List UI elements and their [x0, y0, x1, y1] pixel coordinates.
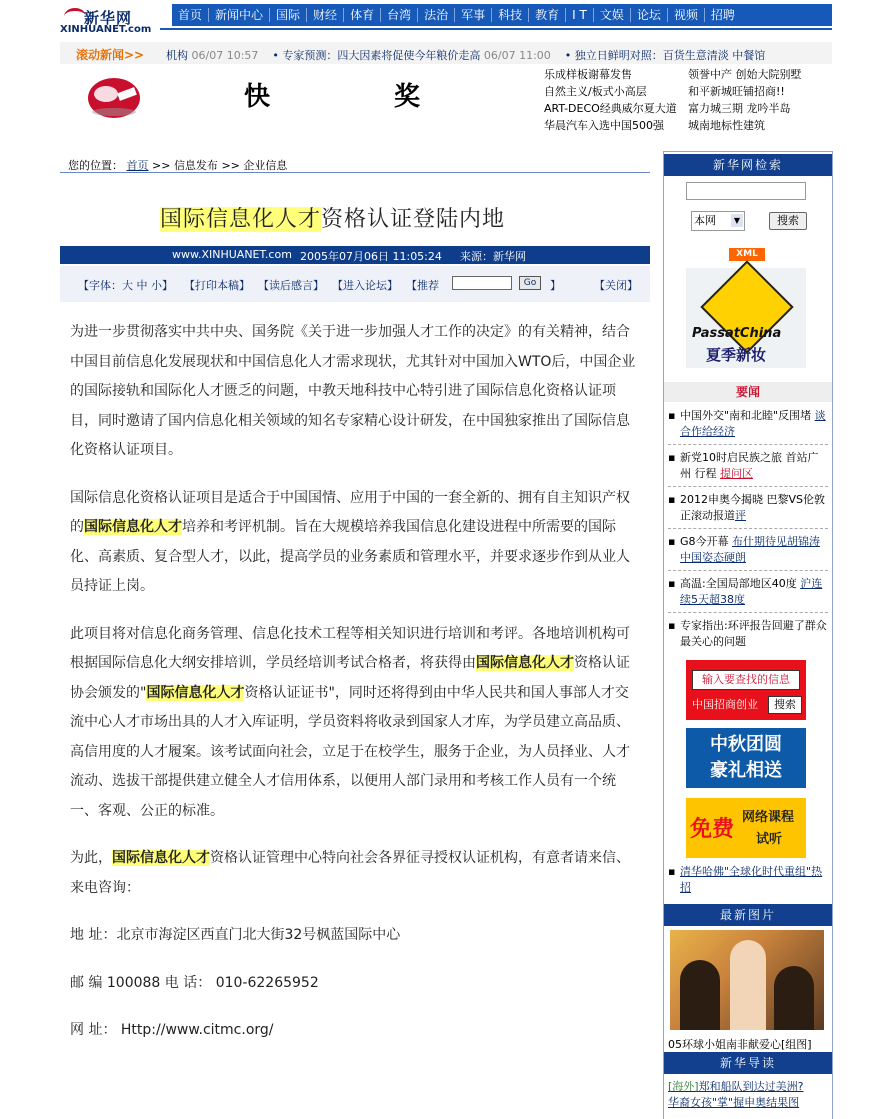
bullet-icon: ▪ [668, 577, 676, 590]
nav-item-forum[interactable]: 论坛 [631, 8, 668, 22]
breadcrumb-category[interactable]: 信息发布 [173, 159, 218, 172]
passat-ad[interactable] [686, 268, 806, 368]
ad-link[interactable]: 和平新城旺铺招商!! [688, 85, 785, 98]
ad-course: 网络课程 [742, 810, 795, 825]
ad-link[interactable]: 自然主义/板式小高层 [544, 85, 647, 98]
ad-free: 免费 [690, 817, 735, 842]
guide-link[interactable]: [海外]郑和船队到达过美洲? [668, 1080, 804, 1093]
breadcrumb-home[interactable]: 首页 [126, 159, 149, 172]
search-scope-select[interactable] [691, 211, 745, 231]
nav-item-edu[interactable]: 教育 [529, 8, 566, 22]
nav-item-taiwan[interactable]: 台湾 [381, 8, 418, 22]
latest-photos-title: 最新图片 [664, 904, 832, 926]
recommend-input[interactable] [452, 276, 512, 290]
bullet-icon: ▪ [668, 865, 676, 878]
list-item[interactable]: ▪ 高温:全国局部地区40度 沪连续5天超38度 [668, 577, 823, 606]
xinhua-logo[interactable] [60, 4, 162, 38]
keyword-highlight: 国际信息化人才 [476, 655, 574, 671]
nav-item-finance[interactable]: 财经 [307, 8, 344, 22]
rolling-news-label[interactable]: 滚动新闻>> [76, 48, 145, 62]
search-panel-title: 新华网检索 [664, 154, 832, 176]
recommend-end: 】 [550, 279, 561, 292]
keyword-highlight: 国际信息化人才 [146, 684, 245, 701]
search-scope-value: 本网 [694, 214, 716, 227]
keyword-highlight: 国际信息化人才 [112, 850, 210, 866]
keyword-highlight: 国际信息化人才 [84, 519, 182, 535]
breadcrumb [68, 157, 287, 173]
list-item[interactable]: ▪ 中国外交"南和北睦"反围堵 谈合作给经济 [668, 409, 826, 438]
xml-feed-badge[interactable]: XML [729, 248, 765, 261]
article-meta-bar [60, 246, 650, 264]
investment-search-ad[interactable] [686, 660, 806, 720]
sidebar [663, 151, 833, 1119]
top-nav [172, 4, 832, 26]
list-item[interactable]: ▪ G8今开幕 布什期待见胡锦涛 中国姿态硬朗 [668, 535, 821, 564]
forum-button[interactable]: 【进入论坛】 [332, 279, 398, 292]
photo-figure [680, 960, 720, 1030]
recommend-label: 【推荐 [406, 279, 439, 292]
nav-item-it[interactable]: I T [566, 8, 594, 22]
bullet-icon: ▪ [668, 409, 676, 422]
comment-button[interactable]: 【读后感言】 [258, 279, 324, 292]
rolling-item-date: 06/07 10:57 [191, 49, 259, 62]
meta-site: www.XINHUANET.com [172, 248, 292, 261]
ad-line: 豪礼相送 [710, 760, 782, 781]
list-item[interactable]: ▪ 专家指出:环评报告回避了群众最关心的问题 [668, 619, 827, 648]
breadcrumb-divider [60, 172, 650, 173]
title-highlight: 国际信息化人才 [160, 207, 322, 232]
divider [668, 570, 828, 571]
bullet-icon: ▪ [668, 619, 676, 632]
nav-item-tech[interactable]: 科技 [492, 8, 529, 22]
nav-item-news[interactable]: 新闻中心 [209, 8, 270, 22]
paragraph: 国际信息化资格认证项目是适合于中国国情、应用于中国的一套全新的、拥有自主知识产权的国际信息化人才培养和考评机制。旨在大规模培养我国信息化建设进程中所需要的国际化、高素质、复合型人才，以此，提高学员的业务素质和管理水平，并要求逐步作到从业人员持证上岗。 [70, 489, 630, 594]
ad-link[interactable]: 领誉中产 创始大院别墅 [688, 68, 802, 81]
nav-underline [160, 28, 832, 30]
search-button[interactable]: 搜索 [769, 212, 807, 230]
contact-address: 地 址：北京市海淀区西直门北大街32号枫蓝国际中心 [70, 927, 401, 943]
passat-ad-cn: 夏季新妆 [706, 346, 767, 364]
contact-web: 网 址： Http://www.citmc.org/ [70, 1022, 274, 1038]
title-rest: 资格认证登陆内地 [321, 207, 506, 232]
ad-link[interactable]: 富力城三期 龙吟半岛 [688, 102, 791, 115]
article-toolbar [60, 266, 650, 302]
ad-search-input[interactable]: 输入要查找的信息 [692, 670, 800, 690]
font-size-control[interactable]: 【字体：大 中 小】 [78, 279, 173, 292]
rolling-item-title[interactable]: • 专家预测：四大因素将促使今年粮价走高 [272, 49, 481, 62]
breadcrumb-prefix: 您的位置： [68, 159, 123, 172]
mid-autumn-ad[interactable] [686, 728, 806, 788]
banner-text-left: 快 [244, 82, 273, 112]
breadcrumb-sep: >> [221, 159, 240, 172]
nav-item-video[interactable]: 视频 [668, 8, 705, 22]
list-item[interactable]: ▪ 清华哈佛"全球化时代重组"热招 [668, 865, 823, 894]
list-item[interactable]: ▪ 新党10时启民族之旅 首站广州 行程 提问区 [668, 451, 819, 480]
free-course-ad[interactable] [686, 798, 806, 858]
banner-brand-logo-icon[interactable] [84, 72, 144, 120]
rolling-item-date: 06/07 11:00 [483, 49, 551, 62]
rolling-item-title[interactable]: • 独立日鲜明对照：百货生意清淡 中餐馆 [564, 49, 766, 62]
article-body [70, 318, 636, 1046]
close-button[interactable]: 【关闭】 [594, 279, 638, 292]
rolling-news-ticker [166, 47, 832, 63]
bullet-icon: ▪ [668, 451, 676, 464]
ad-link[interactable]: 城南地标性建筑 [688, 119, 765, 132]
breadcrumb-subcategory[interactable]: 企业信息 [243, 159, 288, 172]
ad-link[interactable]: ART-DECO经典威尔夏大道 [544, 102, 677, 115]
ad-search-button[interactable]: 搜索 [768, 696, 802, 714]
divider [668, 528, 828, 529]
chevron-down-icon: ▼ [731, 214, 743, 227]
paragraph: 为此，国际信息化人才资格认证管理中心特向社会各界征寻授权认证机构，有意者请来信、来电咨询： [70, 850, 630, 896]
rolling-item-title[interactable]: 机构 [166, 49, 188, 62]
nav-item-intl[interactable]: 国际 [270, 8, 307, 22]
bullet-icon: ▪ [668, 493, 676, 506]
ad-trial: 试听 [756, 832, 783, 847]
ad-line: 中秋团圆 [710, 734, 782, 755]
logo-cn: 新华网 [84, 9, 133, 27]
latest-photo[interactable] [670, 930, 824, 1030]
bullet-icon: ▪ [668, 535, 676, 548]
print-button[interactable]: 【打印本稿】 [184, 279, 250, 292]
divider [668, 486, 828, 487]
banner-ad-links [544, 66, 834, 134]
logo-swoosh-icon [64, 8, 86, 25]
list-item[interactable]: ▪ 2012申奥今揭晓 巴黎VS伦敦 正滚动报道评 [668, 493, 825, 522]
divider [668, 444, 828, 445]
nav-item-jobs[interactable]: 招聘 [710, 8, 735, 22]
headlines-title: 要闻 [664, 382, 832, 402]
divider [668, 612, 828, 613]
logo-en: XINHUANET.com [60, 24, 152, 35]
photo-figure [774, 966, 814, 1030]
nav-item-sports[interactable]: 体育 [344, 8, 381, 22]
ad-link[interactable]: 华晨汽车入选中国500强 [544, 119, 664, 132]
passat-ad-en: PassatChina [692, 326, 782, 341]
nav-item-military[interactable]: 军事 [455, 8, 492, 22]
contact-phone: 邮 编 100088 电 话： 010-62265952 [70, 974, 319, 991]
nav-item-law[interactable]: 法治 [418, 8, 455, 22]
breadcrumb-sep: >> [152, 159, 171, 172]
photo-figure [730, 940, 766, 1030]
guide-link[interactable]: 华裔女孩"掌"握申奥结果图 [668, 1096, 800, 1109]
banner-text-right: 奖 [394, 82, 421, 112]
nav-item-home[interactable]: 首页 [172, 8, 209, 22]
paragraph: 为进一步贯彻落实中共中央、国务院《关于进一步加强人才工作的决定》的有关精神，结合中国目前信息化发展现状和中国信息化人才需求现状，尤其针对中国加入WTO后，中国企业的国际接轨和国际化人才匮乏的问题，中教天地科技中心特引进了国际信息化资格认证项目，同时邀请了国内信息化相关领域的知名专家精心设计研发，在中国独家推出了国际信息化资格认证项目。 [70, 324, 636, 458]
nav-item-ent[interactable]: 文娱 [594, 8, 631, 22]
ad-link[interactable]: 乐成样板谢幕发售 [544, 68, 632, 81]
ad-search-label: 中国招商创业 [692, 698, 758, 711]
recommend-go-button[interactable]: Go [519, 276, 541, 290]
paragraph: 此项目将对信息化商务管理、信息化技术工程等相关知识进行培训和考评。各地培训机构可根据国际信息化大纲安排培训，学员经培训考试合格者，将获得由国际信息化人才资格认证协会颁发的"国际信息化人才资格认证证书"，同时还将得到由中华人民共和国人事部人才交流中心人才市场出具的人才入库证明，学员资料将收录到国家人才库，为学员建立高品质、高信用度的人才履案。该考试面向社会，立足于在校学生，服务于企业，为人员择业、人才流动、选拔干部提供建立健全人才信用体系，以便用人部门录用和考核工作人员有一个统一、客观、公正的标准。 [70, 625, 630, 819]
meta-date: 2005年07月06日 11:05:24 [300, 250, 442, 263]
article-title [160, 202, 505, 233]
guide-title: 新华导读 [664, 1052, 832, 1074]
search-input[interactable] [686, 182, 806, 200]
meta-source: 来源：新华网 [460, 250, 526, 263]
photo-caption[interactable]: 05环球小姐南非献爱心[组图] [668, 1038, 812, 1051]
